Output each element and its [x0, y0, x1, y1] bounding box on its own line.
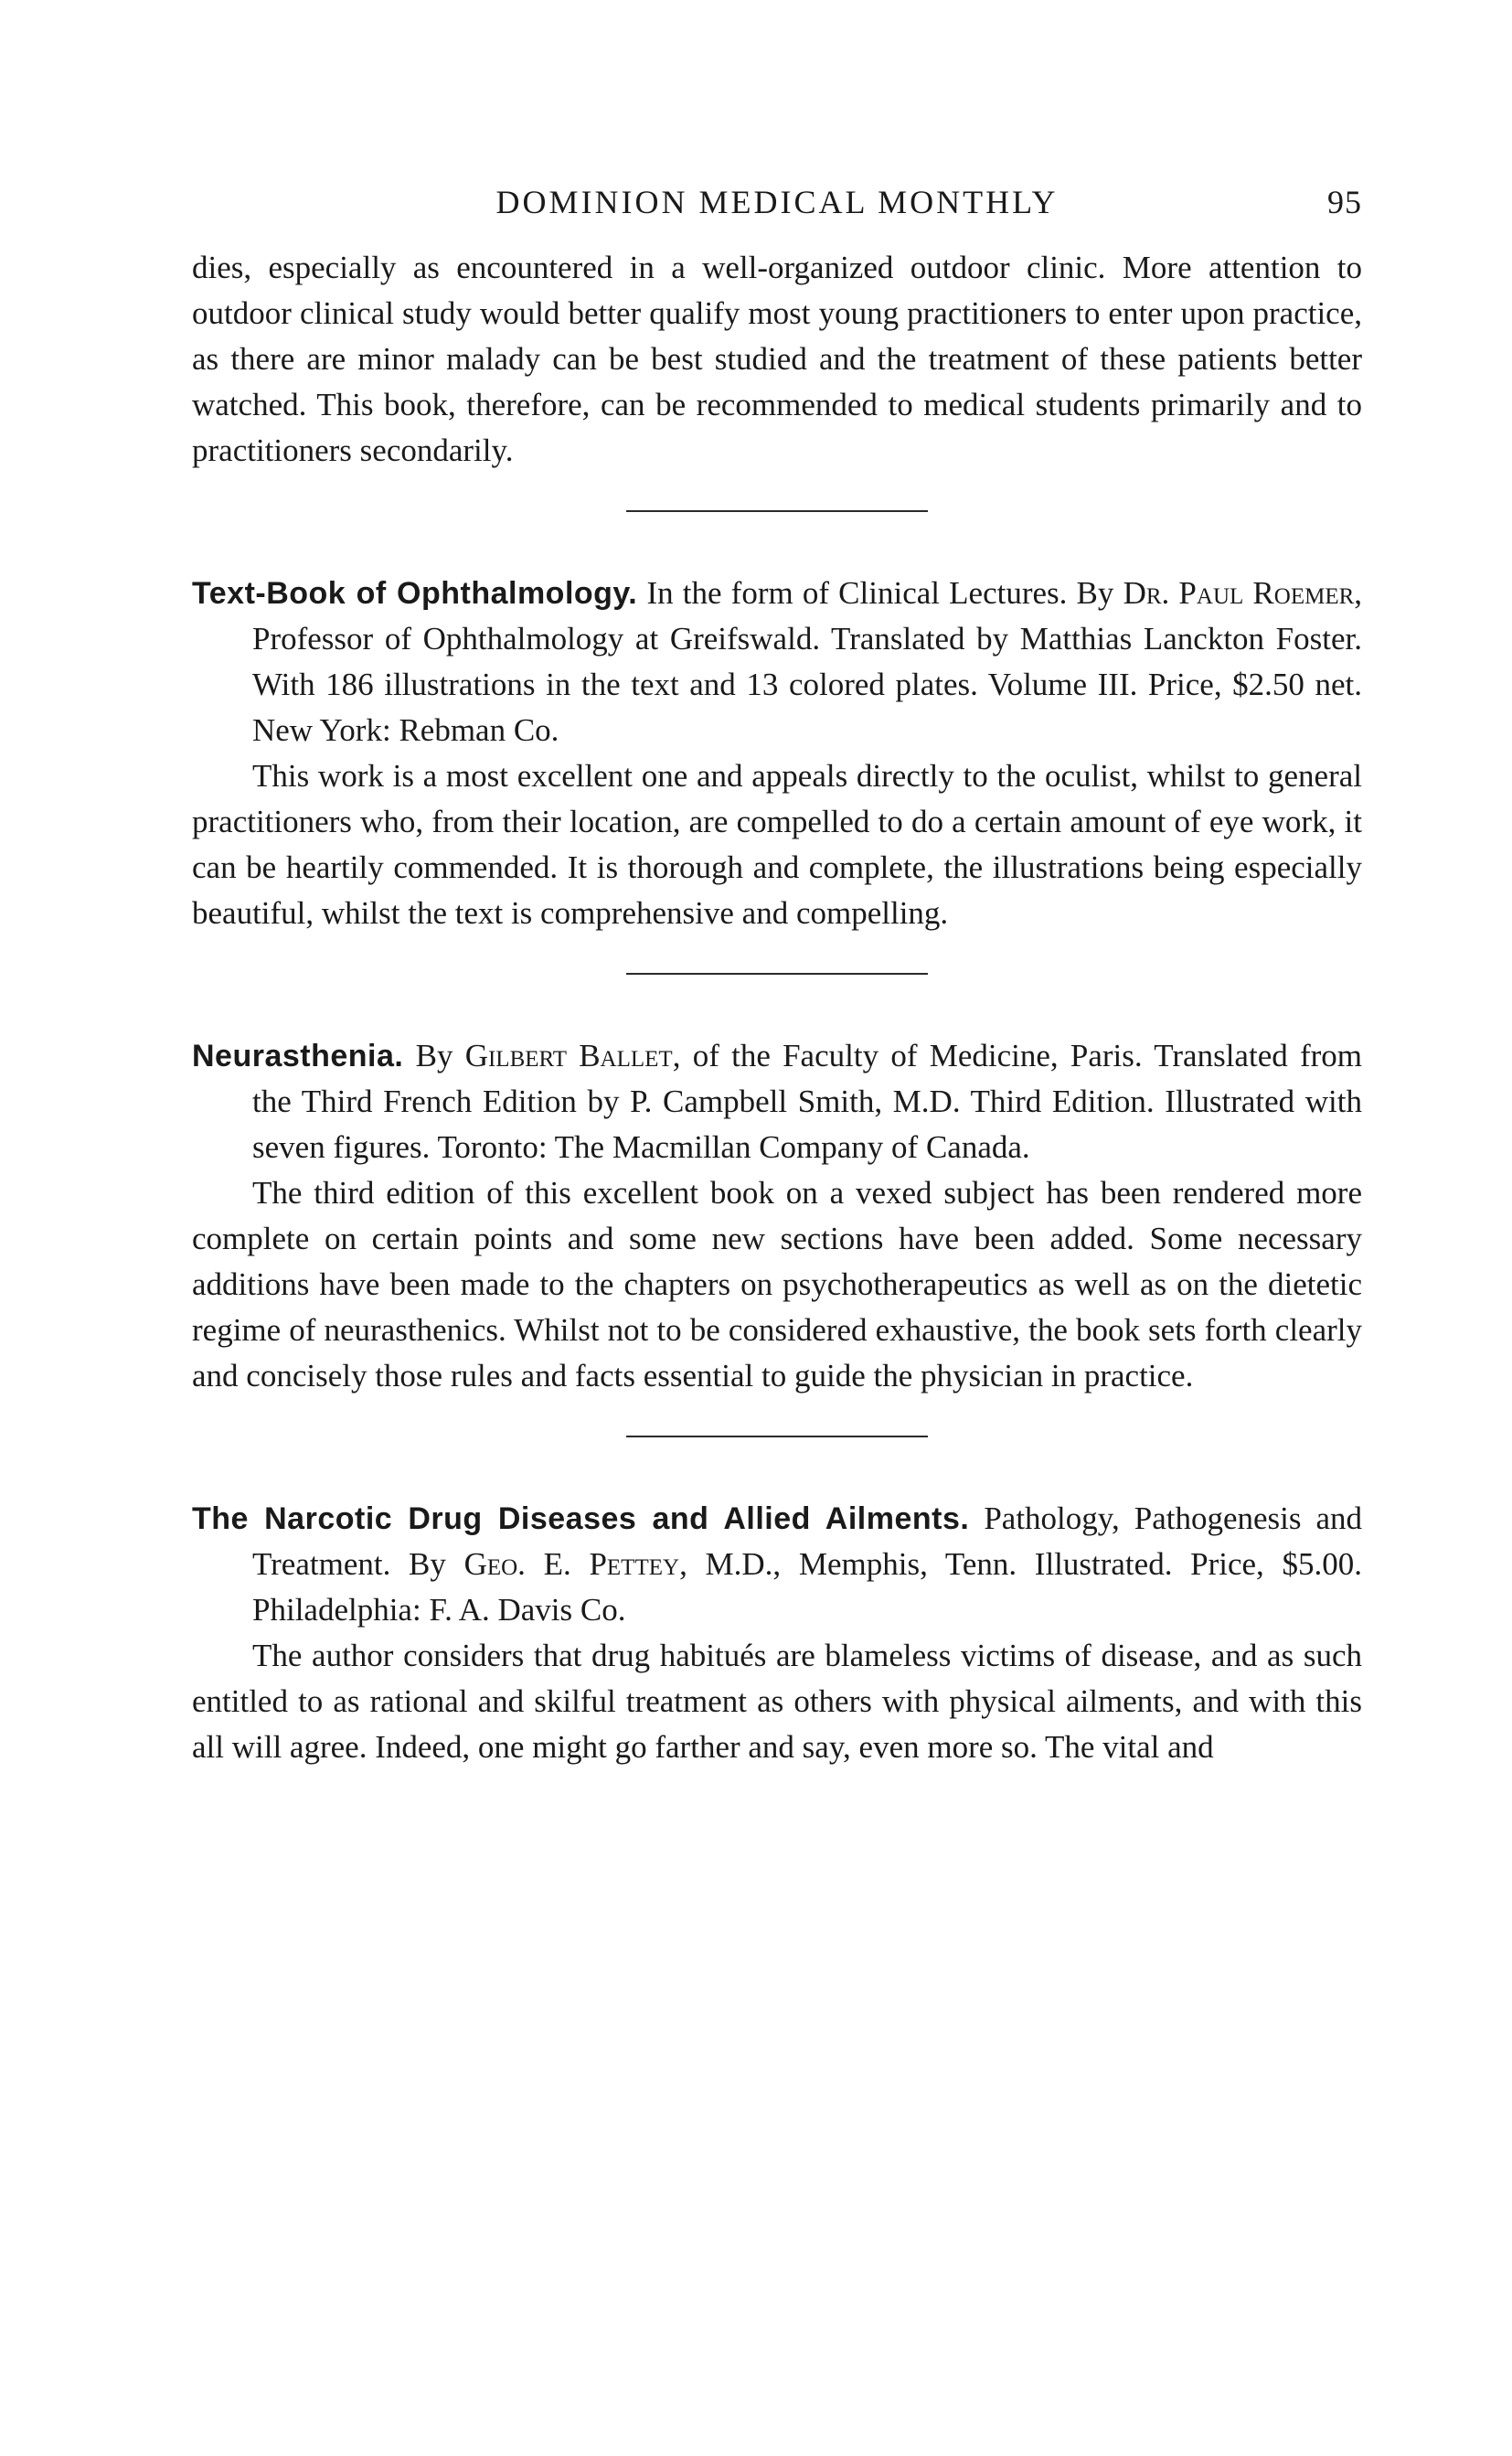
author-name: Gilbert Ballet [464, 1038, 673, 1073]
citation-text: , Professor of Ophthalmology at Greifswald. Translated by Matthias Lanckton Foster. With 186 illustrations in the text and 13 colored plates. Volume III. Price, $2.50 net. New York: Rebman Co. [252, 575, 1363, 748]
citation-text: Pathology, Pathogenesis and Treatment. By [252, 1500, 1363, 1582]
review-entry [192, 1496, 1362, 1770]
review-citation [192, 1496, 1362, 1633]
citation-text: , M.D., Memphis, Tenn. Illustrated. Price, $5.00. Philadelphia: F. A. Davis Co. [252, 1546, 1362, 1628]
review-entry [192, 571, 1362, 936]
page [192, 183, 1362, 1770]
section-divider [626, 1436, 928, 1437]
continuation-paragraph: dies, especially as encountered in a well-organized outdoor clinic. More attention to outdoor clinical study would better qualify most young practitioners to enter upon practice, as there are minor malady can be best studied and the treatment of these patients better watched. This book, therefore, can be recommended to medical students primarily and to practitioners secondarily. [192, 250, 1362, 468]
author-name: Dr. Paul Roemer [1123, 575, 1355, 611]
book-title: Neurasthenia. [192, 1039, 404, 1073]
review-citation [192, 1033, 1362, 1170]
citation-text: By [415, 1038, 465, 1073]
review-body: This work is a most excellent one and appeals directly to the oculist, whilst to general practitioners who, from their location, are compelled to do a certain amount of eye work, it can be heartily commended. It is thorough and complete, the illustrations being especially beautiful, whilst the text is comprehensive and compelling. [192, 758, 1362, 931]
section-divider [626, 510, 928, 512]
citation-text: In the form of Clinical Lectures. By [646, 575, 1123, 611]
page-number: 95 [1327, 184, 1362, 220]
running-head [192, 183, 1362, 238]
citation-text: , of the Faculty of Medicine, Paris. Translated from the Third French Edition by P. Campbell Smith, M.D. Third Edition. Illustrated with seven figures. Toronto: The Macmillan Company of Canada. [252, 1038, 1363, 1165]
review-citation [192, 571, 1362, 753]
review-entry [192, 1033, 1362, 1399]
author-name: Geo. E. Pettey [463, 1546, 680, 1582]
section-divider [626, 973, 928, 975]
book-title: Text-Book of Ophthalmology. [192, 576, 638, 611]
book-title: The Narcotic Drug Diseases and Allied Ailments. [192, 1501, 970, 1536]
review-body: The third edition of this excellent book on a vexed subject has been rendered more complete on certain points and some new sections have been added. Some necessary additions have been made to the chapters on psychotherapeutics as well as on the dietetic regime of neurasthenics. Whilst not to be considered exhaustive, the book sets forth clearly and concisely those rules and facts essential to guide the physician in practice. [192, 1175, 1362, 1394]
journal-title: DOMINION MEDICAL MONTHLY [495, 184, 1059, 220]
review-body: The author considers that drug habitués are blameless victims of disease, and as such entitled to as rational and skilful treatment as others with physical ailments, and with this all will agree. Indeed, one might go farther and say, even more so. The vital and [192, 1638, 1362, 1765]
